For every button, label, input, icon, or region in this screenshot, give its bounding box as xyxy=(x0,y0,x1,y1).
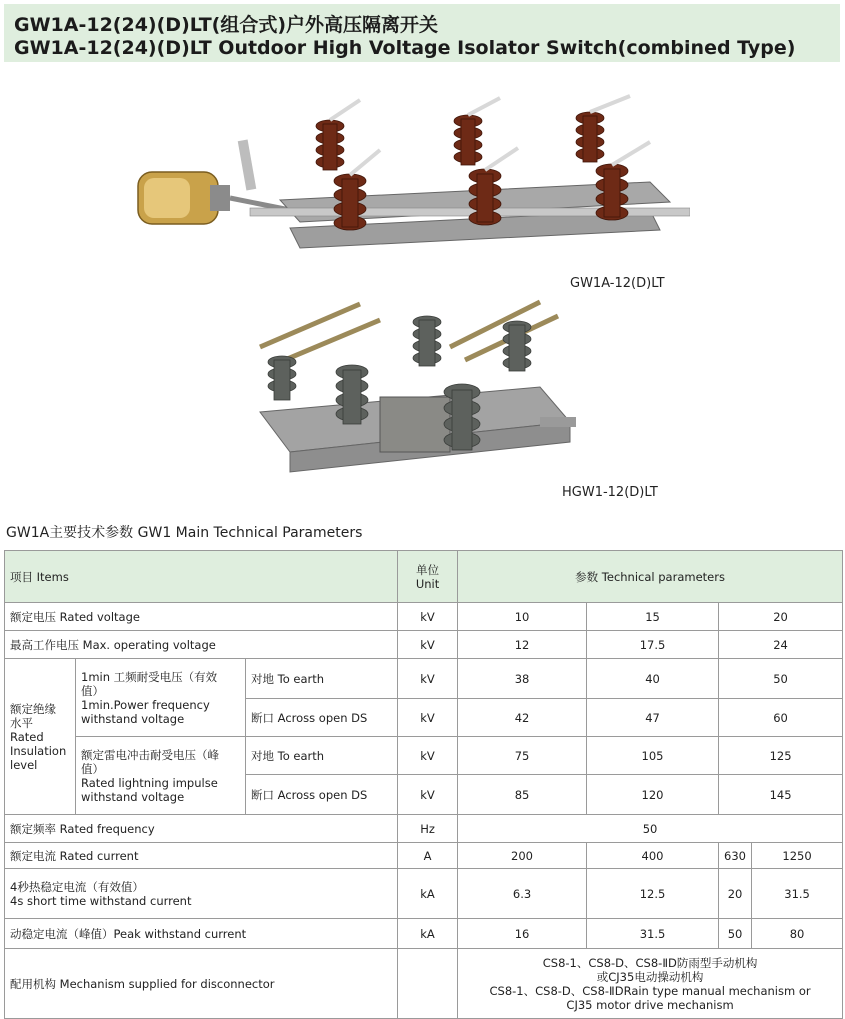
cell-value: 50 xyxy=(719,919,752,949)
cell-value: 50 xyxy=(719,659,843,699)
insulation-label-line: level xyxy=(10,757,38,772)
cell-value: 6.3 xyxy=(458,869,587,919)
page-title-cn: GW1A-12(24)(D)LT(组合式)户外高压隔离开关 xyxy=(14,14,439,36)
cell-value: 12.5 xyxy=(587,869,719,919)
cell-value: 75 xyxy=(458,737,587,775)
header-unit-en: Unit xyxy=(415,576,440,591)
insulation-label-line: Insulation xyxy=(10,743,67,758)
cell-value: 120 xyxy=(587,775,719,815)
table-row xyxy=(5,949,843,1019)
row-unit: kV xyxy=(398,699,458,737)
mechanism-line: CJ35 motor drive mechanism xyxy=(566,997,734,1012)
cell-value: 200 xyxy=(458,843,587,869)
row-label xyxy=(5,869,398,919)
figure-caption-gw1a: GW1A-12(D)LT xyxy=(570,276,665,291)
table-row xyxy=(5,919,843,949)
across-open-label: 断口 Across open DS xyxy=(246,775,398,815)
insulation-label-line: 额定绝缘 xyxy=(10,701,56,716)
row-unit: kV xyxy=(398,603,458,631)
cell-value: 145 xyxy=(719,775,843,815)
power-frequency-label xyxy=(76,659,246,737)
insulation-label-line: 水平 xyxy=(10,715,33,730)
cell-value: 12 xyxy=(458,631,587,659)
table-header-row xyxy=(5,551,843,603)
row-unit: kV xyxy=(398,775,458,815)
cell-value: 125 xyxy=(719,737,843,775)
power-frequency-line: 1min.Power frequency xyxy=(81,697,210,712)
lightning-impulse-line: 额定雷电冲击耐受电压（峰值） xyxy=(81,747,219,776)
cell-value: 38 xyxy=(458,659,587,699)
cell-value: 80 xyxy=(752,919,843,949)
product-photo-hgw1 xyxy=(240,292,590,492)
table-row xyxy=(5,659,843,699)
lightning-impulse-line: Rated lightning impulse xyxy=(81,775,218,790)
cell-value: 60 xyxy=(719,699,843,737)
mechanism-line: 或CJ35电动操动机构 xyxy=(596,969,704,984)
short-time-label-en: 4s short time withstand current xyxy=(10,893,192,908)
cell-value: 31.5 xyxy=(587,919,719,949)
row-label: 动稳定电流（峰值）Peak withstand current xyxy=(5,919,398,949)
power-frequency-line: withstand voltage xyxy=(81,711,185,726)
lightning-impulse-label xyxy=(76,737,246,815)
product-photo-gw1a xyxy=(130,90,690,260)
cell-value: 400 xyxy=(587,843,719,869)
row-label: 配用机构 Mechanism supplied for disconnector xyxy=(5,949,398,1019)
table-row xyxy=(5,843,843,869)
title-band xyxy=(4,4,840,62)
cell-value: 24 xyxy=(719,631,843,659)
cell-value: 105 xyxy=(587,737,719,775)
table-row xyxy=(5,631,843,659)
mechanism-line: CS8-1、CS8-D、CS8-ⅡD防雨型手动机构 xyxy=(542,955,758,970)
row-unit: kA xyxy=(398,919,458,949)
cell-value: 85 xyxy=(458,775,587,815)
row-label: 额定频率 Rated frequency xyxy=(5,815,398,843)
power-frequency-line: 1min 工频耐受电压（有效值） xyxy=(81,669,218,698)
row-unit-empty xyxy=(398,949,458,1019)
cell-value: 50 xyxy=(458,815,843,843)
row-unit: kV xyxy=(398,737,458,775)
header-items: 项目 Items xyxy=(5,551,398,603)
cell-value: 42 xyxy=(458,699,587,737)
cell-value: 1250 xyxy=(752,843,843,869)
row-unit: kV xyxy=(398,631,458,659)
cell-value: 17.5 xyxy=(587,631,719,659)
header-unit-cn: 单位 xyxy=(416,562,440,577)
header-params: 参数 Technical parameters xyxy=(458,551,843,603)
lightning-impulse-line: withstand voltage xyxy=(81,789,185,804)
row-unit: kV xyxy=(398,659,458,699)
short-time-label-cn: 4秒热稳定电流（有效值） xyxy=(10,879,144,894)
row-unit: Hz xyxy=(398,815,458,843)
cell-value: 47 xyxy=(587,699,719,737)
to-earth-label: 对地 To earth xyxy=(246,659,398,699)
to-earth-label: 对地 To earth xyxy=(246,737,398,775)
row-unit: A xyxy=(398,843,458,869)
row-label: 额定电压 Rated voltage xyxy=(5,603,398,631)
cell-value: 40 xyxy=(587,659,719,699)
row-label: 最高工作电压 Max. operating voltage xyxy=(5,631,398,659)
cell-value: 15 xyxy=(587,603,719,631)
insulation-label-line: Rated xyxy=(10,729,44,744)
across-open-label: 断口 Across open DS xyxy=(246,699,398,737)
table-row xyxy=(5,737,843,775)
parameters-table xyxy=(4,550,842,1019)
table-row xyxy=(5,869,843,919)
mechanism-cell xyxy=(458,949,843,1019)
cell-value: 16 xyxy=(458,919,587,949)
cell-value: 20 xyxy=(719,869,752,919)
page-title-en: GW1A-12(24)(D)LT Outdoor High Voltage Isolator Switch(combined Type) xyxy=(14,37,796,59)
table-row xyxy=(5,815,843,843)
cell-value: 10 xyxy=(458,603,587,631)
header-unit xyxy=(398,551,458,603)
insulation-group-label xyxy=(5,659,76,815)
cell-value: 20 xyxy=(719,603,843,631)
section-title: GW1A主要技术参数 GW1 Main Technical Parameters xyxy=(6,525,363,541)
cell-value: 630 xyxy=(719,843,752,869)
row-label: 额定电流 Rated current xyxy=(5,843,398,869)
row-unit: kA xyxy=(398,869,458,919)
cell-value: 31.5 xyxy=(752,869,843,919)
table-row xyxy=(5,603,843,631)
mechanism-line: CS8-1、CS8-D、CS8-ⅡDRain type manual mechanism or xyxy=(489,983,811,998)
figure-caption-hgw1: HGW1-12(D)LT xyxy=(562,485,658,500)
